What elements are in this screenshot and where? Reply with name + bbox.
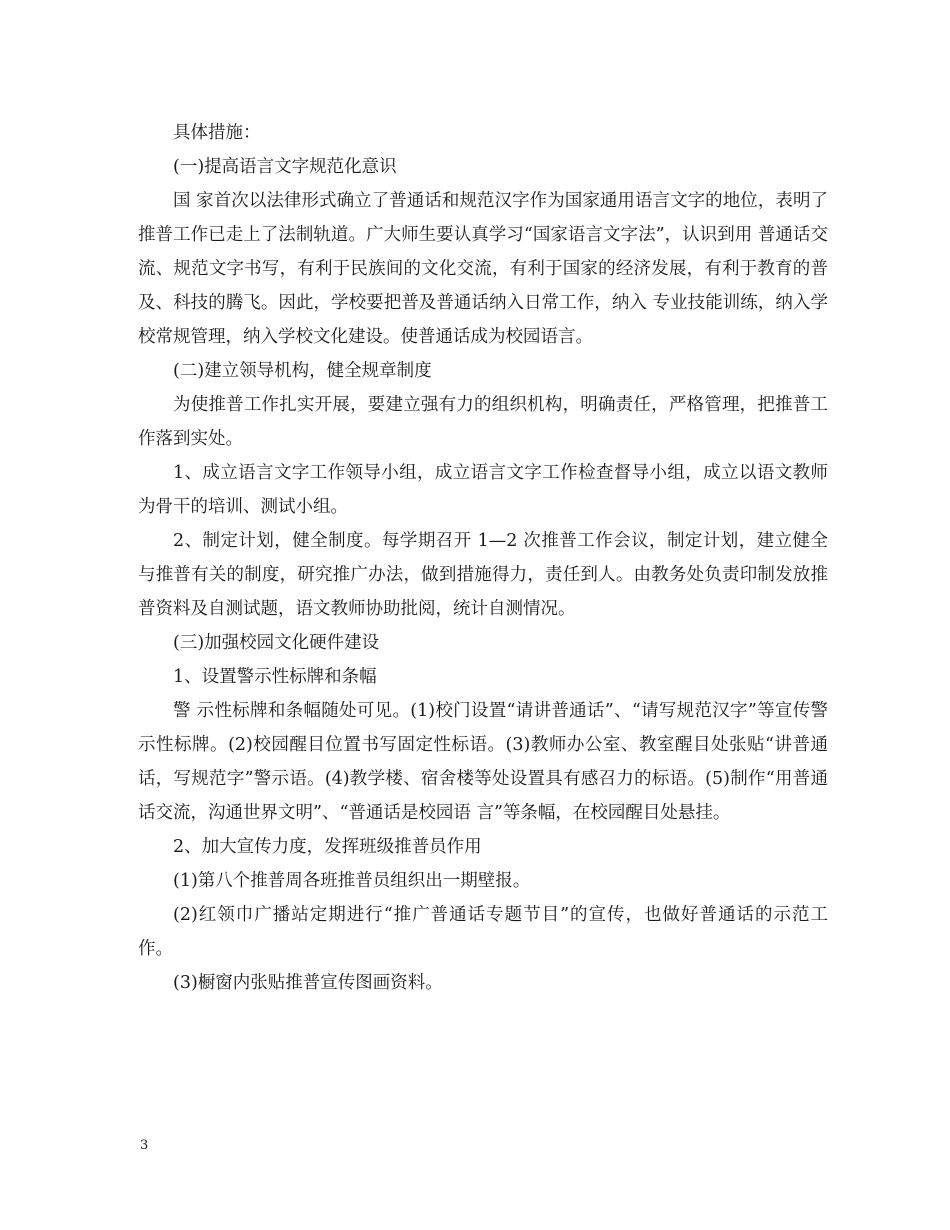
paragraph: 为使推普工作扎实开展，要建立强有力的组织机构，明确责任，严格管理，把推普工作落到实处。 [138, 395, 828, 449]
subheading: 2、加大宣传力度，发挥班级推普员作用 [173, 837, 482, 857]
section-heading-1: (一)提高语言文字规范化意识 [173, 157, 397, 177]
paragraph: 警 示性标牌和条幅随处可见。(1)校门设置“请讲普通话”、“请写规范汉字”等宣传警示性标牌。(2)校园醒目位置书写固定性标语。(3)教师办公室、教室醒目处张贴“讲普通话，写规范字”警示语。(4)教学楼、宿舍楼等处设置具有感召力的标语。(5)制作“用普通话交流，沟通世界文明”、“普通话是校园语 言”等条幅，在校园醒目处悬挂。 [138, 701, 828, 823]
list-item: 1、成立语言文字工作领导小组，成立语言文字工作检查督导小组，成立以语文教师为骨干的培训、测试小组。 [138, 463, 828, 517]
section-heading-3: (三)加强校园文化硬件建设 [173, 633, 380, 653]
document-body [138, 116, 828, 1000]
list-item: (1)第八个推普周各班推普员组织出一期壁报。 [173, 871, 531, 891]
section-heading-2: (二)建立领导机构，健全规章制度 [173, 361, 432, 381]
paragraph: 国 家首次以法律形式确立了普通话和规范汉字作为国家通用语言文字的地位，表明了推普工作已走上了法制轨道。广大师生要认真学习“国家语言文字法”，认识到用 普通话交流、规范文字书写，有利于民族间的文化交流，有利于国家的经济发展，有利于教育的普及、科技的腾飞。因此，学校要把普及普通话纳入日常工作，纳入 专业技能训练，纳入学校常规管理，纳入学校文化建设。使普通话成为校园语言。 [138, 191, 828, 347]
list-item: 2、制定计划，健全制度。每学期召开 1—2 次推普工作会议，制定计划，建立健全与推普有关的制度，研究推广办法，做到措施得力，责任到人。由教务处负责印制发放推普资料及自测试题，语文教师协助批阅，统计自测情况。 [138, 531, 828, 619]
list-item: (2)红领巾广播站定期进行“推广普通话专题节目”的宣传，也做好普通话的示范工作。 [138, 905, 828, 959]
page-number: 3 [140, 1138, 149, 1153]
list-item: (3)橱窗内张贴推普宣传图画资料。 [173, 973, 443, 993]
subheading: 1、设置警示性标牌和条幅 [173, 667, 377, 687]
paragraph-measures-heading: 具体措施： [173, 123, 261, 143]
